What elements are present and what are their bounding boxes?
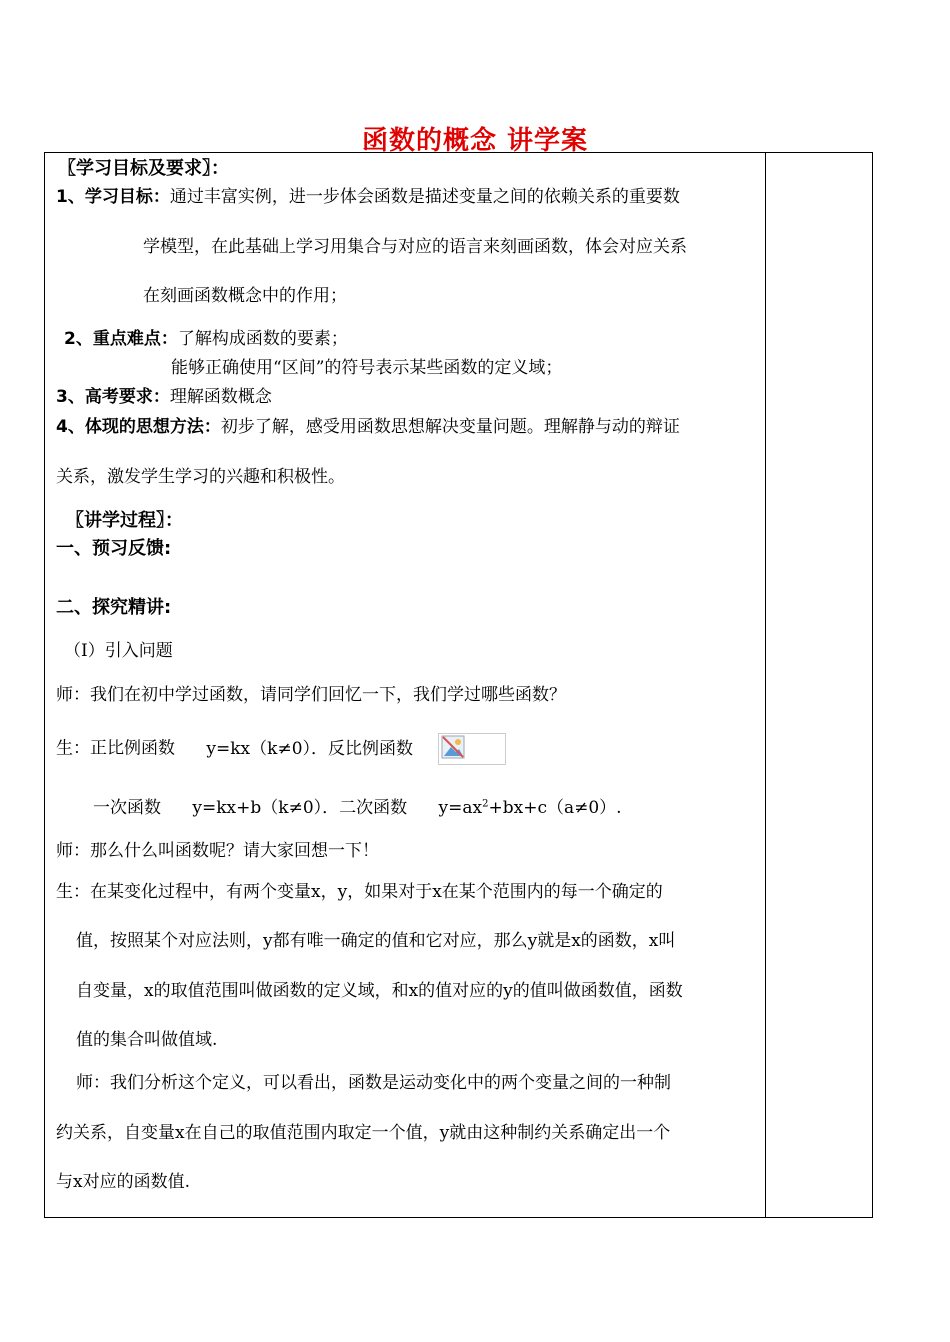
part1-heading: （Ⅰ）引入问题 (64, 641, 173, 661)
goal1-text2: 学模型，在此基础上学习用集合与对应的语言来刻画函数，体会对应关系 (143, 237, 687, 257)
quadratic-sup: 2 (482, 798, 489, 810)
goal2-text2: 能够正确使用“区间”的符号表示某些函数的定义域； (171, 358, 563, 378)
teacher-line1: 师：我们在初中学过函数，请同学们回忆一下，我们学过哪些函数？ (56, 685, 566, 705)
process-heading: 〖讲学过程〗： (66, 510, 183, 531)
teacher-analysis-line1: 师：我们分析这个定义，可以看出，函数是运动变化中的两个变量之间的一种制 (76, 1073, 671, 1093)
goal3-line (56, 386, 272, 408)
teacher-line2: 师：那么什么叫函数呢？请大家回想一下！ (56, 841, 379, 861)
goal4-label: 4、体现的思想方法： (56, 417, 221, 437)
student-def-line1: 生：在某变化过程中，有两个变量x，y，如果对于x在某个范围内的每一个确定的 (56, 882, 663, 902)
goal2-label: 2、重点难点： (64, 329, 178, 349)
goal1-label: 1、学习目标： (56, 187, 170, 207)
student-line1-a: 生：正比例函数 (56, 738, 175, 759)
goal4-text1: 初步了解，感受用函数思想解决变量问题。理解静与动的辩证 (220, 417, 680, 437)
student-def-line4: 值的集合叫做值域. (76, 1030, 218, 1050)
goal4-text2: 关系，激发学生学习的兴趣和积极性。 (56, 467, 345, 487)
quadratic-pre: y=ax (438, 798, 483, 818)
student-line1b-b: y=kx+b（k≠0）．二次函数 (192, 798, 408, 818)
student-def-line3: 自变量，x的取值范围叫做函数的定义域，和x的值对应的y的值叫做函数值，函数 (76, 981, 683, 1001)
goal1-text3: 在刻画函数概念中的作用； (143, 286, 347, 306)
student-line1b (93, 797, 622, 819)
section2-heading: 二、探究精讲: (56, 597, 172, 618)
quadratic-formula (439, 798, 622, 818)
column-divider (765, 153, 766, 1217)
student-line1-b: y=kx（k≠0）．反比例函数 (206, 738, 414, 759)
broken-image-icon (441, 735, 465, 759)
goal1-text1: 通过丰富实例，进一步体会函数是描述变量之间的依赖关系的重要数 (169, 187, 680, 207)
quadratic-post: +bx+c（a≠0）. (488, 798, 622, 818)
teacher-analysis-line2: 约关系，自变量x在自己的取值范围内取定一个值，y就由这种制约关系确定出一个 (56, 1123, 671, 1143)
goal1-line1 (56, 186, 680, 208)
goal4-line1 (56, 416, 680, 438)
goal2-line1 (64, 328, 348, 350)
teacher-analysis-line3: 与x对应的函数值. (56, 1172, 190, 1192)
goal3-label: 3、高考要求： (56, 387, 170, 407)
section1-heading: 一、预习反馈: (56, 538, 172, 559)
inverse-function-image (438, 733, 506, 765)
student-line1b-a: 一次函数 (93, 798, 161, 818)
page-title: 函数的概念 讲学案 (361, 126, 589, 156)
goal3-text: 理解函数概念 (169, 387, 272, 407)
goals-heading: 〖学习目标及要求〗： (58, 158, 229, 179)
goal2-text1: 了解构成函数的要素； (177, 329, 348, 349)
student-def-line2: 值，按照某个对应法则，y都有唯一确定的值和它对应，那么y就是x的函数，x叫 (76, 931, 676, 951)
student-line1 (56, 733, 506, 765)
